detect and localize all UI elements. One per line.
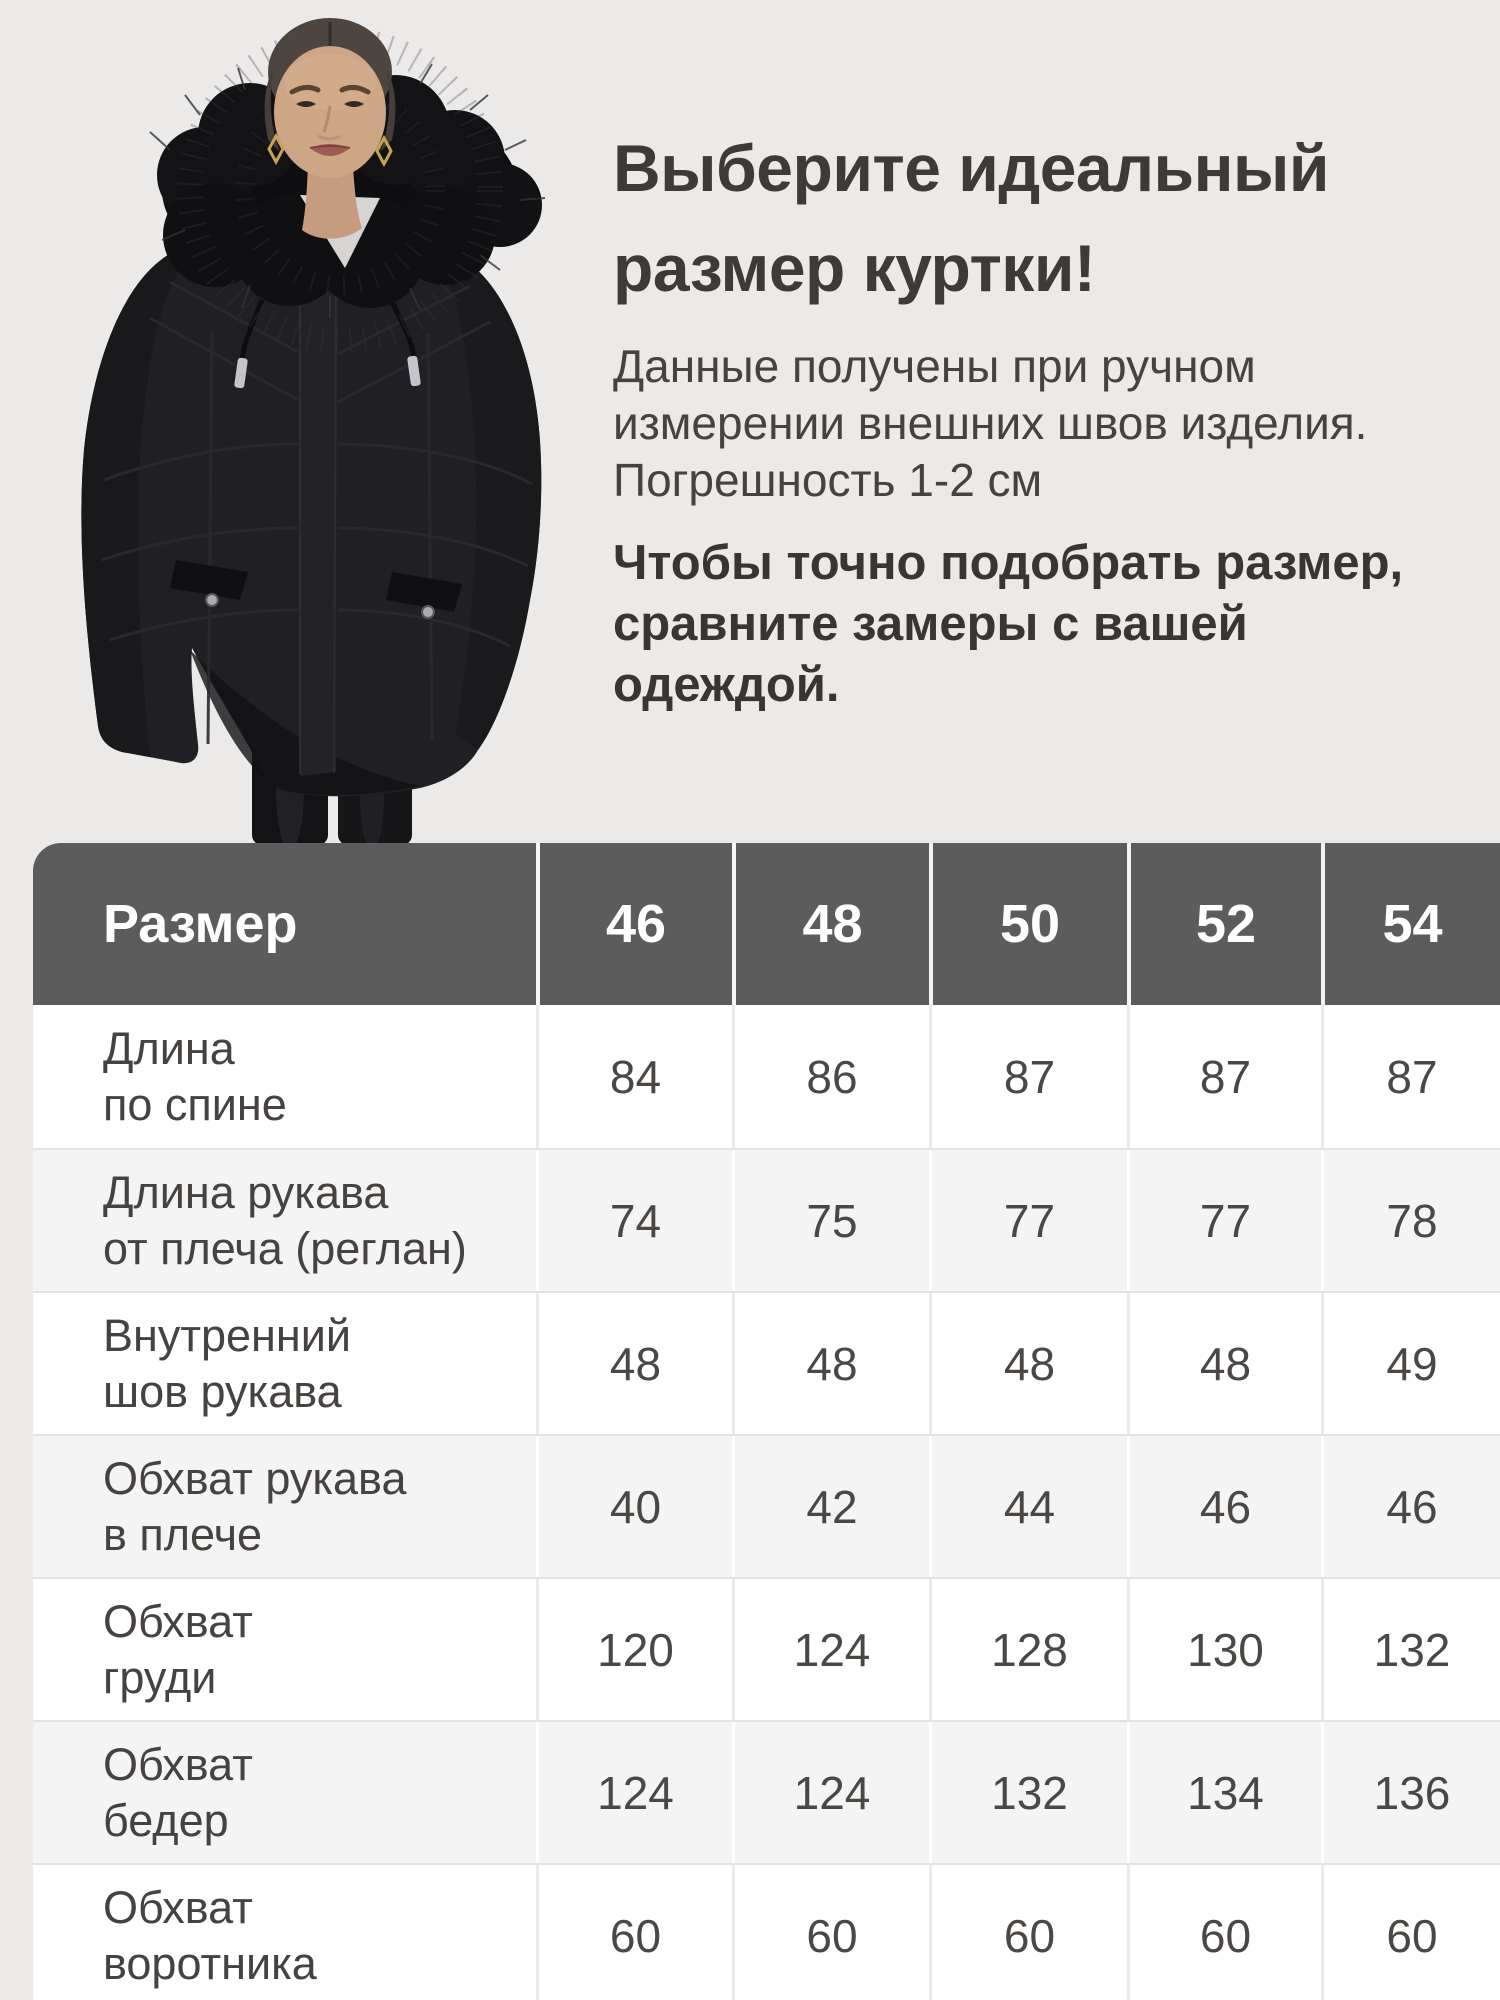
header-size-46: 46 <box>536 843 732 1005</box>
disclaimer-line: Данные получены при ручном <box>613 340 1256 392</box>
table-row-chest-girth <box>33 1577 1500 1720</box>
cell-value: 44 <box>929 1436 1127 1577</box>
cell-value: 87 <box>1127 1005 1321 1148</box>
cell-value: 46 <box>1127 1436 1321 1577</box>
cell-value: 42 <box>732 1436 929 1577</box>
header-size-48: 48 <box>732 843 929 1005</box>
cell-value: 84 <box>536 1005 732 1148</box>
size-table-header <box>33 843 1500 1005</box>
row-label: Внутренний шов рукава <box>103 1309 352 1417</box>
cell-value: 60 <box>732 1865 929 2000</box>
intro-block <box>613 118 1473 716</box>
header-size-52: 52 <box>1127 843 1321 1005</box>
cell-value: 132 <box>1321 1579 1500 1720</box>
size-table <box>33 843 1500 2000</box>
page-title <box>613 118 1473 318</box>
cell-value: 87 <box>1321 1005 1500 1148</box>
cell-value: 60 <box>536 1865 732 2000</box>
cell-value: 48 <box>929 1293 1127 1434</box>
cell-value: 74 <box>536 1150 732 1291</box>
note-line: сравните замеры с вашей одеждой. <box>613 597 1248 712</box>
cell-value: 48 <box>536 1293 732 1434</box>
cell-value: 48 <box>1127 1293 1321 1434</box>
measurement-disclaimer <box>613 338 1473 509</box>
cell-value: 46 <box>1321 1436 1500 1577</box>
note-line: Чтобы точно подобрать размер, <box>613 536 1404 590</box>
table-row-hip-girth <box>33 1720 1500 1863</box>
header-size-54: 54 <box>1321 843 1500 1005</box>
cell-value: 60 <box>929 1865 1127 2000</box>
row-label: Обхват груди <box>103 1595 253 1703</box>
cell-value: 128 <box>929 1579 1127 1720</box>
cell-value: 40 <box>536 1436 732 1577</box>
page-title-line: размер куртки! <box>613 231 1096 305</box>
cell-value: 124 <box>732 1722 929 1863</box>
cell-value: 78 <box>1321 1150 1500 1291</box>
cell-value: 136 <box>1321 1722 1500 1863</box>
cell-value: 75 <box>732 1150 929 1291</box>
cell-value: 124 <box>732 1579 929 1720</box>
cell-value: 77 <box>929 1150 1127 1291</box>
row-label: Длина рукава от плеча (реглан) <box>103 1166 467 1274</box>
cell-value: 60 <box>1127 1865 1321 2000</box>
sizing-advice-note <box>613 533 1473 716</box>
header-size-50: 50 <box>929 843 1127 1005</box>
cell-value: 87 <box>929 1005 1127 1148</box>
page-title-line: Выберите идеальный <box>613 131 1329 205</box>
cell-value: 86 <box>732 1005 929 1148</box>
table-row-sleeve-length <box>33 1148 1500 1291</box>
disclaimer-line: Погрешность 1-2 см <box>613 454 1043 506</box>
header-size-label: Размер <box>103 894 298 954</box>
cell-value: 130 <box>1127 1579 1321 1720</box>
cell-value: 132 <box>929 1722 1127 1863</box>
cell-value: 49 <box>1321 1293 1500 1434</box>
table-row-back-length <box>33 1005 1500 1148</box>
row-label: Длина по спине <box>103 1022 287 1130</box>
model-photo-illustration <box>0 0 560 845</box>
cell-value: 60 <box>1321 1865 1500 2000</box>
cell-value: 120 <box>536 1579 732 1720</box>
model-photo <box>0 0 560 845</box>
cell-value: 134 <box>1127 1722 1321 1863</box>
cell-value: 48 <box>732 1293 929 1434</box>
row-label: Обхват воротника <box>103 1881 317 1989</box>
row-label: Обхват рукава в плече <box>103 1452 407 1560</box>
row-label: Обхват бедер <box>103 1738 253 1846</box>
table-row-inner-sleeve-seam <box>33 1291 1500 1434</box>
cell-value: 77 <box>1127 1150 1321 1291</box>
cell-value: 124 <box>536 1722 732 1863</box>
disclaimer-line: измерении внешних швов изделия. <box>613 397 1368 449</box>
table-row-sleeve-girth <box>33 1434 1500 1577</box>
table-row-collar-girth <box>33 1863 1500 2000</box>
